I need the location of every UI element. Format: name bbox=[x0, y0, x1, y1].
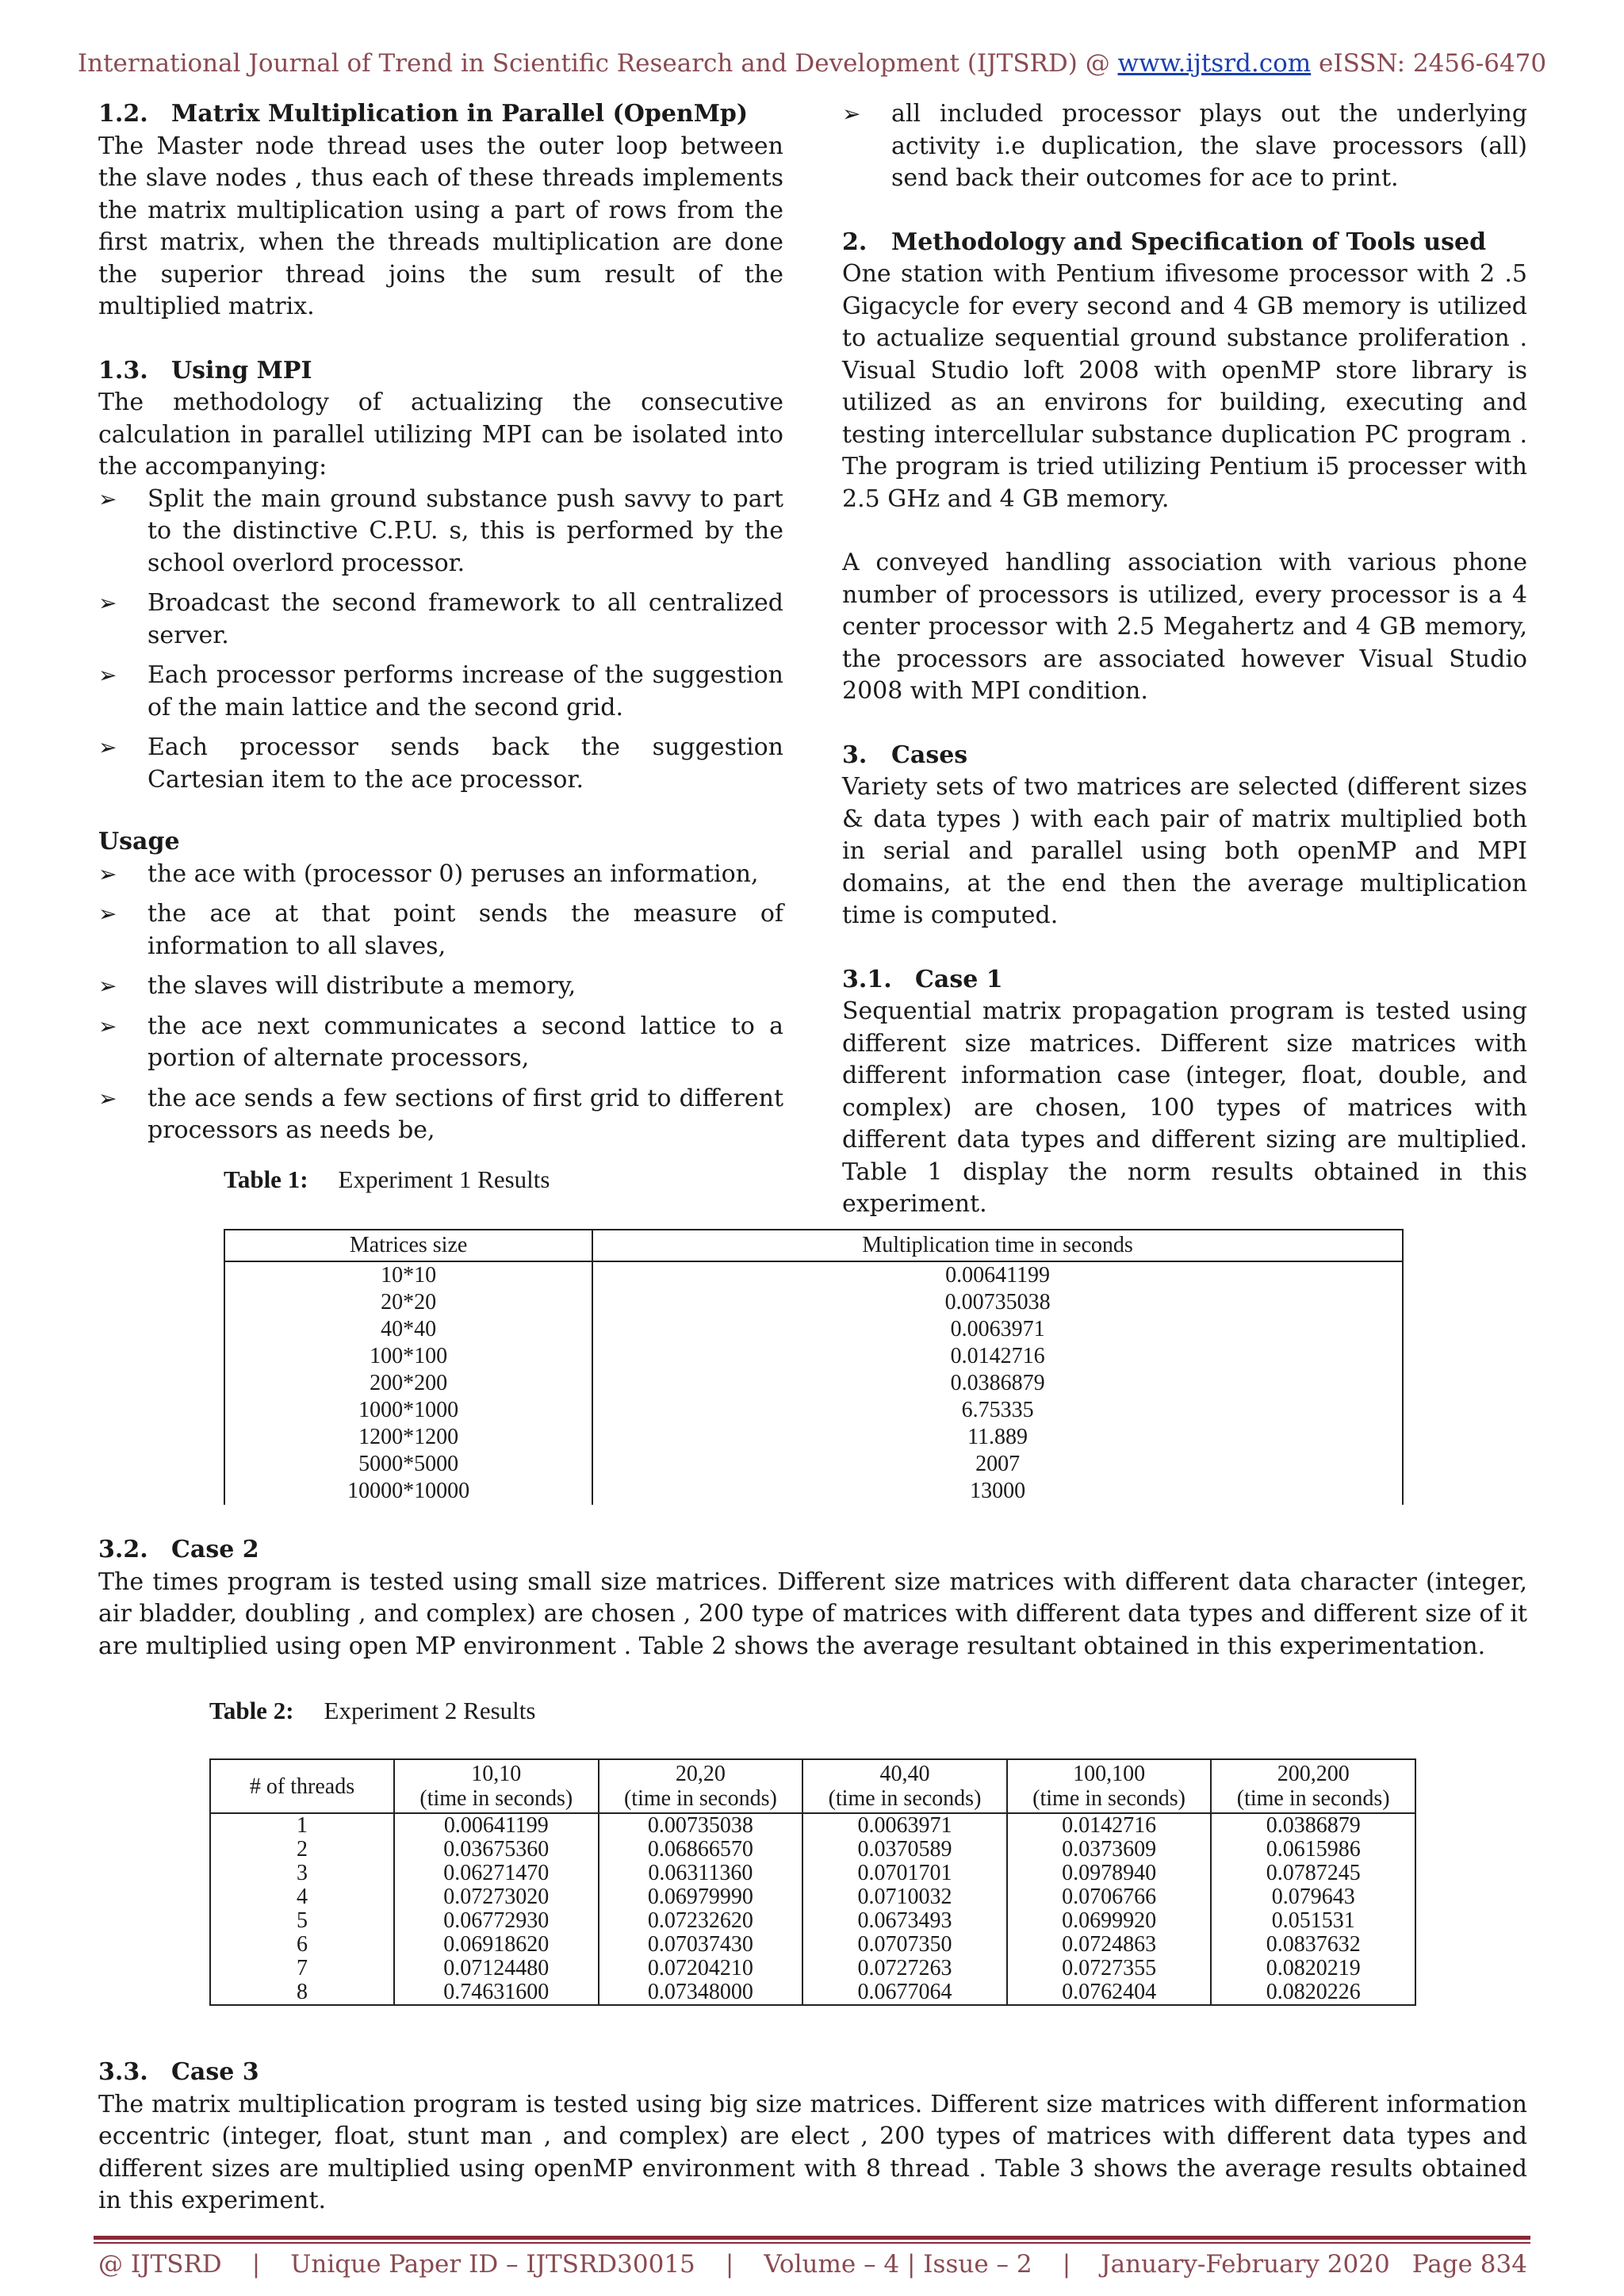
section-1-3-body: The methodology of actualizing the consecutive calculation in parallel utilizing MPI can be isolated into the accompanying: bbox=[98, 388, 783, 480]
usage-list bbox=[98, 859, 783, 1147]
section-3-heading: 3. Cases bbox=[842, 740, 968, 769]
table-row: 10000*10000 13000 bbox=[224, 1478, 1403, 1505]
table-header: 40,40 (time in seconds) bbox=[802, 1759, 1007, 1813]
section-3-2-body: The times program is tested using small size matrices. Different size matrices with different data character (integer, air bladder, doubling , and complex) are chosen , 200 type of matrices with different data types and different size of it are multiplied using open MP environment . Table 2 shows the average resultant obtained in this experimentation. bbox=[98, 1567, 1527, 1660]
table-row: 5 0.06772930 0.07232620 0.0673493 0.0699920 0.051531 bbox=[210, 1909, 1415, 1933]
list-item: ➢ the ace next communicates a second lattice to a portion of alternate processors, bbox=[98, 1012, 783, 1072]
arrow-bullet-icon: ➢ bbox=[98, 590, 117, 616]
section-3-2-heading: 3.2. Case 2 bbox=[98, 1536, 259, 1563]
table-row: 3 0.06271470 0.06311360 0.0701701 0.0978940 0.0787245 bbox=[210, 1862, 1415, 1885]
list-item: ➢ Split the main ground substance push savvy to part to the distinctive C.P.U. s, this is performed by the school overlord processor. bbox=[98, 484, 783, 577]
section-2-body-1: One station with Pentium ifivesome processor with 2 .5 Gigacycle for every second and 4 GB memory is utilized to actualize sequential ground substance proliferation . Visual Studio loft 2008 with openMP store library is utilized as an environs for building, executing and testing intercellular substance duplication PC program . The program is tried utilizing Pentium i5 processer with 2.5 GHz and 4 GB memory. bbox=[842, 260, 1527, 513]
arrow-bullet-icon: ➢ bbox=[98, 901, 117, 927]
section-3-3-body: The matrix multiplication program is tested using big size matrices. Different size matrices with different information eccentric (integer, float, stunt man , and complex) are elect , 200 types of matrices with different data types and different sizes are multiplied using openMP environment with 8 thread . Table 3 shows the average results obtained in this experiment. bbox=[98, 2090, 1527, 2214]
left-column bbox=[98, 98, 783, 1155]
table-row: 7 0.07124480 0.07204210 0.0727263 0.0727355 0.0820219 bbox=[210, 1957, 1415, 1980]
footer-divider bbox=[94, 2242, 1530, 2244]
table-row: 100*100 0.0142716 bbox=[224, 1343, 1403, 1370]
journal-header bbox=[0, 49, 1624, 78]
footer-divider bbox=[94, 2236, 1530, 2240]
section-2-body-2: A conveyed handling association with various phone number of processors is utilized, every processor is a 4 center processor with 2.5 Megahertz and 4 GB memory, the processors are associated however Visual Studio 2008 with MPI condition. bbox=[842, 549, 1527, 705]
footer-separator: | bbox=[251, 2250, 261, 2279]
journal-website-link[interactable]: www.ijtsrd.com bbox=[1117, 49, 1312, 78]
list-item: ➢ the ace with (processor 0) peruses an information, bbox=[98, 859, 783, 891]
table-header: 20,20 (time in seconds) bbox=[599, 1759, 803, 1813]
section-3-1-body: Sequential matrix propagation program is tested using different size matrices. Different size matrices with different information case (integer, float, double, and complex) are chosen, 100 types of matrices with different data types and different sizing are multiplied. Table 1 display the norm results obtained in this experiment. bbox=[842, 997, 1527, 1218]
footer-separator: | bbox=[725, 2250, 734, 2279]
list-item: ➢ all included processor plays out the underlying activity i.e duplication, the slave processors (all) send back their outcomes for ace to print. bbox=[842, 100, 1527, 192]
table-header: 200,200 (time in seconds) bbox=[1211, 1759, 1415, 1813]
section-3-1-heading: 3.1. Case 1 bbox=[842, 965, 1003, 993]
table-header: Matrices size bbox=[224, 1230, 592, 1261]
table-1-caption: Table 1: Experiment 1 Results bbox=[224, 1165, 550, 1193]
section-2-heading: 2. Methodology and Specification of Tools used bbox=[842, 228, 1487, 256]
section-1-2-heading: 1.2. Matrix Multiplication in Parallel (OpenMp) bbox=[98, 100, 749, 128]
table-row: 1 0.00641199 0.00735038 0.0063971 0.0142716 0.0386879 bbox=[210, 1813, 1415, 1838]
mpi-steps-list bbox=[98, 484, 783, 797]
arrow-bullet-icon: ➢ bbox=[98, 973, 117, 999]
footer-separator: | bbox=[1062, 2250, 1071, 2279]
list-item: ➢ Each processor performs increase of the suggestion of the main lattice and the second grid. bbox=[98, 661, 783, 721]
footer-page-number: Page 834 bbox=[1411, 2250, 1527, 2279]
table-header: # of threads bbox=[210, 1759, 394, 1813]
table-1 bbox=[224, 1229, 1404, 1505]
section-1-3-heading: 1.3. Using MPI bbox=[98, 356, 312, 385]
section-3-2 bbox=[98, 1534, 1527, 1663]
footer-paper-id: Unique Paper ID – IJTSRD30015 bbox=[290, 2250, 695, 2279]
table-row: 2 0.03675360 0.06866570 0.0370589 0.0373609 0.0615986 bbox=[210, 1838, 1415, 1862]
usage-heading: Usage bbox=[98, 828, 180, 855]
arrow-bullet-icon: ➢ bbox=[98, 662, 117, 688]
list-item: ➢ the slaves will distribute a memory, bbox=[98, 970, 783, 1003]
table-row: 1000*1000 6.75335 bbox=[224, 1397, 1403, 1424]
table-row: 8 0.74631600 0.07348000 0.0677064 0.0762404 0.0820226 bbox=[210, 1980, 1415, 2005]
arrow-bullet-icon: ➢ bbox=[98, 1085, 117, 1112]
right-column bbox=[842, 98, 1527, 1221]
list-item: ➢ Each processor sends back the suggestion Cartesian item to the ace processor. bbox=[98, 733, 783, 794]
table-row: 40*40 0.0063971 bbox=[224, 1316, 1403, 1343]
footer-volume: Volume – 4 | Issue – 2 bbox=[764, 2250, 1032, 2279]
table-2-caption: Table 2: Experiment 2 Results bbox=[209, 1697, 536, 1724]
list-item: ➢ Broadcast the second framework to all centralized server. bbox=[98, 589, 783, 649]
footer-publisher: @ IJTSRD bbox=[98, 2250, 222, 2279]
table-row: 200*200 0.0386879 bbox=[224, 1370, 1403, 1397]
table-header: Multiplication time in seconds bbox=[592, 1230, 1403, 1261]
table-row: 20*20 0.00735038 bbox=[224, 1289, 1403, 1316]
table-row: 6 0.06918620 0.07037430 0.0707350 0.0724863 0.0837632 bbox=[210, 1933, 1415, 1957]
list-item: ➢ the ace at that point sends the measure of information to all slaves, bbox=[98, 900, 783, 960]
list-item: ➢ the ace sends a few sections of first grid to different processors as needs be, bbox=[98, 1084, 783, 1144]
arrow-bullet-icon: ➢ bbox=[842, 101, 861, 127]
arrow-bullet-icon: ➢ bbox=[98, 1012, 117, 1039]
arrow-bullet-icon: ➢ bbox=[98, 860, 117, 887]
section-3-3-heading: 3.3. Case 3 bbox=[98, 2058, 259, 2086]
table-row: 10*10 0.00641199 bbox=[224, 1261, 1403, 1289]
table-row: 1200*1200 11.889 bbox=[224, 1424, 1403, 1451]
header-prefix: International Journal of Trend in Scientific Research and Development (IJTSRD) @ bbox=[77, 49, 1118, 78]
table-row: 4 0.07273020 0.06979990 0.0710032 0.0706766 0.079643 bbox=[210, 1885, 1415, 1909]
section-3-body: Variety sets of two matrices are selected (different sizes & data types ) with each pair of matrix multiplied both in serial and parallel using both openMP and MPI domains, at the end then the average multiplication time is computed. bbox=[842, 773, 1527, 929]
table-header: 10,10 (time in seconds) bbox=[394, 1759, 599, 1813]
arrow-bullet-icon: ➢ bbox=[98, 734, 117, 760]
table-header: 100,100 (time in seconds) bbox=[1007, 1759, 1212, 1813]
arrow-bullet-icon: ➢ bbox=[98, 485, 117, 512]
table-2 bbox=[209, 1758, 1416, 2006]
page-footer bbox=[98, 2250, 1527, 2279]
header-suffix: eISSN: 2456-6470 bbox=[1311, 49, 1547, 78]
footer-date: January-February 2020 bbox=[1101, 2250, 1390, 2279]
section-3-3 bbox=[98, 2057, 1527, 2218]
table-row: 5000*5000 2007 bbox=[224, 1451, 1403, 1478]
section-1-2-body: The Master node thread uses the outer loop between the slave nodes , thus each of these threads implements the matrix multiplication using a part of rows from the first matrix, when the threads multiplication are done the superior thread joins the sum result of the multiplied matrix. bbox=[98, 132, 783, 320]
usage-list-continued bbox=[842, 98, 1527, 195]
